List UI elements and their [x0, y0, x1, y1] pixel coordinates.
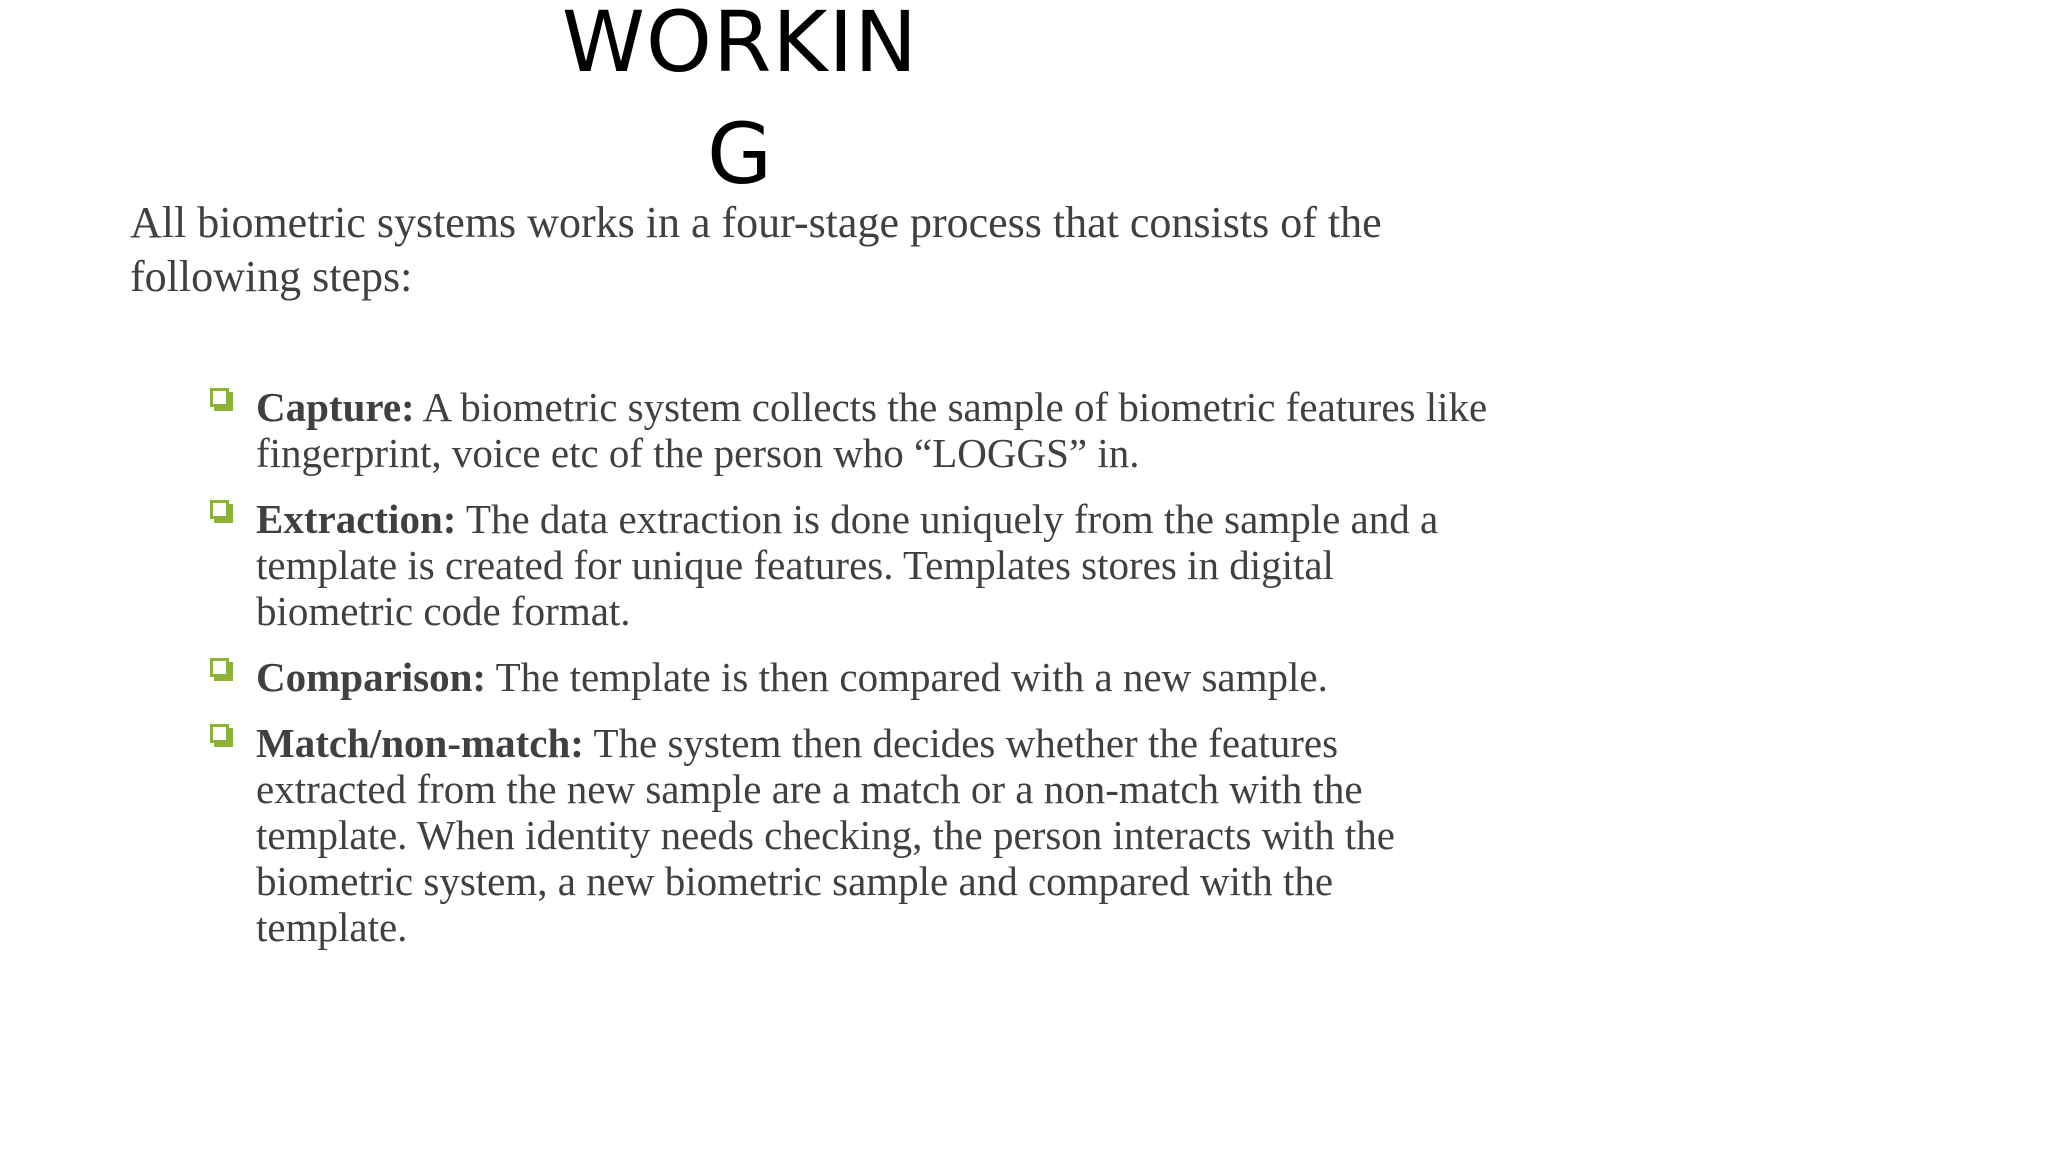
- bullet-text: The template is then compared with a new sample.: [486, 654, 1328, 700]
- slide-title: WORKING: [561, 0, 919, 203]
- bullet-text: A biometric system collects the sample of biometric features like fingerprint, voice etc of the person who “LOGGS” in.: [256, 384, 1488, 476]
- list-item-comparison: [210, 654, 1580, 700]
- list-item-match: [210, 720, 1580, 950]
- bullet-term: Match/non-match:: [256, 720, 584, 766]
- checkbox-bullet-icon: [210, 658, 229, 677]
- bullet-term: Comparison:: [256, 654, 487, 700]
- bullet-term: Extraction:: [256, 496, 457, 542]
- steps-list: [210, 384, 1580, 950]
- intro-paragraph: All biometric systems works in a four-stage process that consists of the following steps:: [130, 198, 1382, 301]
- checkbox-bullet-icon: [210, 500, 229, 519]
- bullet-text: The system then decides whether the features extracted from the new sample are a match or a non-match with the template. When identity needs checking, the person interacts with the biometric system, a new biometric sample and compared with the template.: [256, 720, 1395, 950]
- list-item-capture: [210, 384, 1580, 476]
- checkbox-bullet-icon: [210, 724, 229, 743]
- bullet-text: The data extraction is done uniquely from the sample and a template is created for unique features. Templates stores in digital biometric code format.: [256, 496, 1439, 634]
- checkbox-bullet-icon: [210, 388, 229, 407]
- list-item-extraction: [210, 496, 1580, 634]
- bullet-term: Capture:: [256, 384, 415, 430]
